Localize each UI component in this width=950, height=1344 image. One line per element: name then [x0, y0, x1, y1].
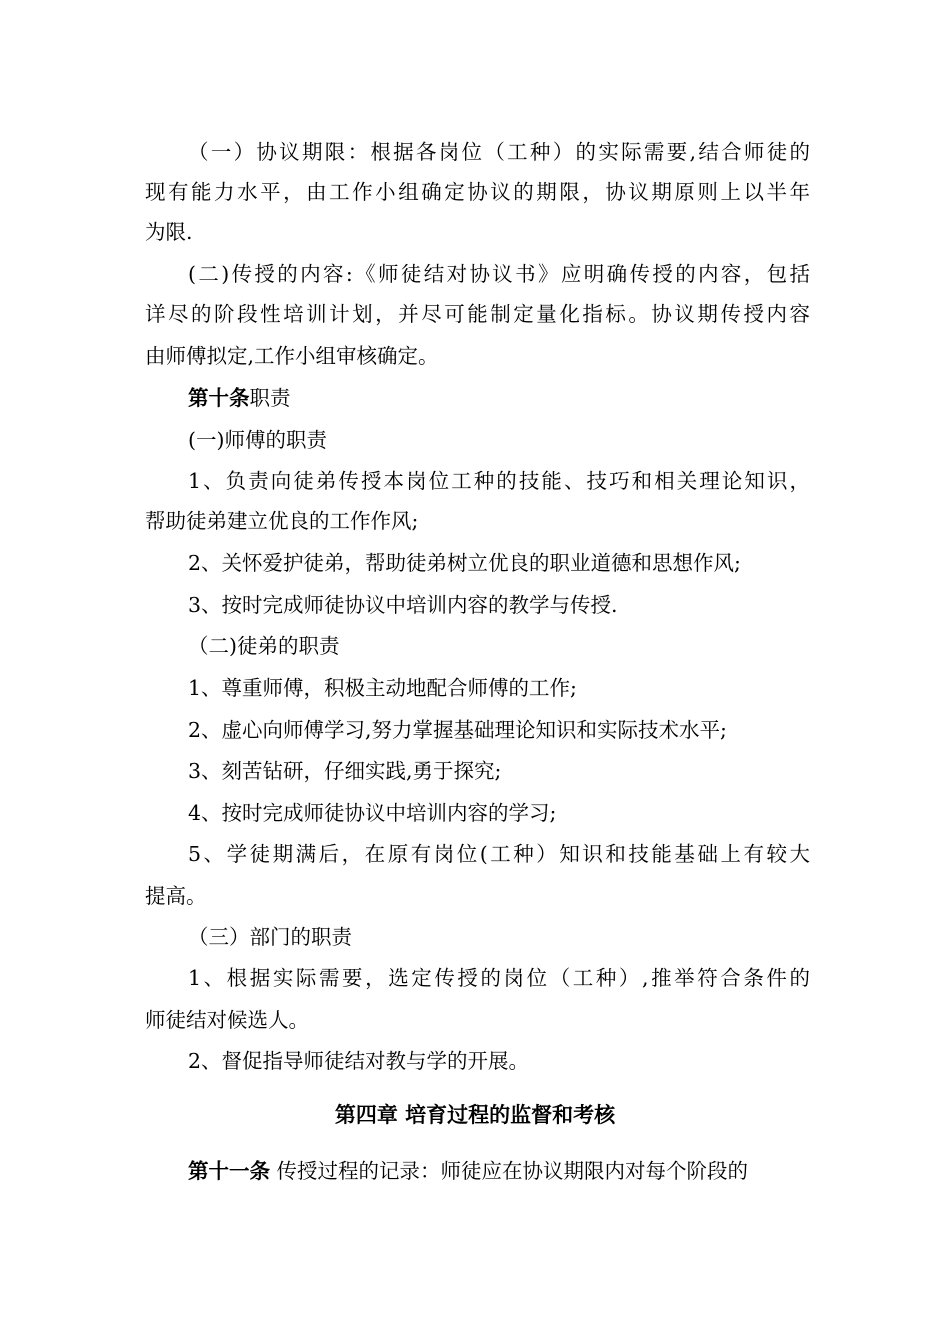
list-item: 1、尊重师傅，积极主动地配合师傅的工作; [188, 676, 577, 700]
paragraph-line: 现有能力水平，由工作小组确定协议的期限，协议期原则上以半年 [145, 180, 810, 204]
article-label: 第十条 [188, 386, 250, 410]
list-item-continuation: 提高。 [145, 884, 207, 908]
list-item: 2、关怀爱护徒弟，帮助徒弟树立优良的职业道德和思想作风; [188, 551, 741, 575]
paragraph-line: （一）协议期限：根据各岗位（工种）的实际需要,结合师徒的 [188, 140, 810, 164]
list-item: 4、按时完成师徒协议中培训内容的学习; [188, 801, 557, 825]
paragraph-line: (二)传授的内容:《师徒结对协议书》应明确传授的内容，包括 [188, 262, 810, 286]
article-text: 传授过程的记录：师徒应在协议期限内对每个阶段的 [270, 1159, 749, 1183]
section-heading: (一)师傅的职责 [188, 428, 327, 452]
paragraph-line: 详尽的阶段性培训计划，并尽可能制定量化指标。协议期传授内容 [145, 302, 810, 326]
list-item: 5、学徒期满后，在原有岗位(工种）知识和技能基础上有较大 [188, 842, 810, 866]
chapter-title: 第四章 培育过程的监督和考核 [334, 1102, 616, 1127]
list-item: 1、负责向徒弟传授本岗位工种的技能、技巧和相关理论知识， [188, 469, 810, 493]
list-item: 2、督促指导师徒结对教与学的开展。 [188, 1049, 530, 1073]
section-heading: （二)徒弟的职责 [188, 634, 340, 658]
section-heading: （三）部门的职责 [188, 925, 352, 949]
paragraph-line: 为限. [145, 220, 193, 244]
article-10-heading [188, 383, 810, 413]
list-item: 3、按时完成师徒协议中培训内容的教学与传授. [188, 593, 618, 617]
list-item-continuation: 师徒结对候选人。 [145, 1008, 309, 1032]
list-item: 3、刻苦钻研，仔细实践,勇于探究; [188, 759, 502, 783]
list-item: 2、虚心向师傅学习,努力掌握基础理论知识和实际技术水平; [188, 718, 727, 742]
paragraph-line: 由师傅拟定,工作小组审核确定。 [145, 344, 439, 368]
article-11-line [188, 1156, 810, 1186]
article-label: 第十一条 [188, 1159, 270, 1183]
article-title: 职责 [249, 386, 291, 410]
list-item-continuation: 帮助徒弟建立优良的工作作风; [145, 509, 419, 533]
list-item: 1、根据实际需要，选定传授的岗位（工种）,推举符合条件的 [188, 966, 810, 990]
